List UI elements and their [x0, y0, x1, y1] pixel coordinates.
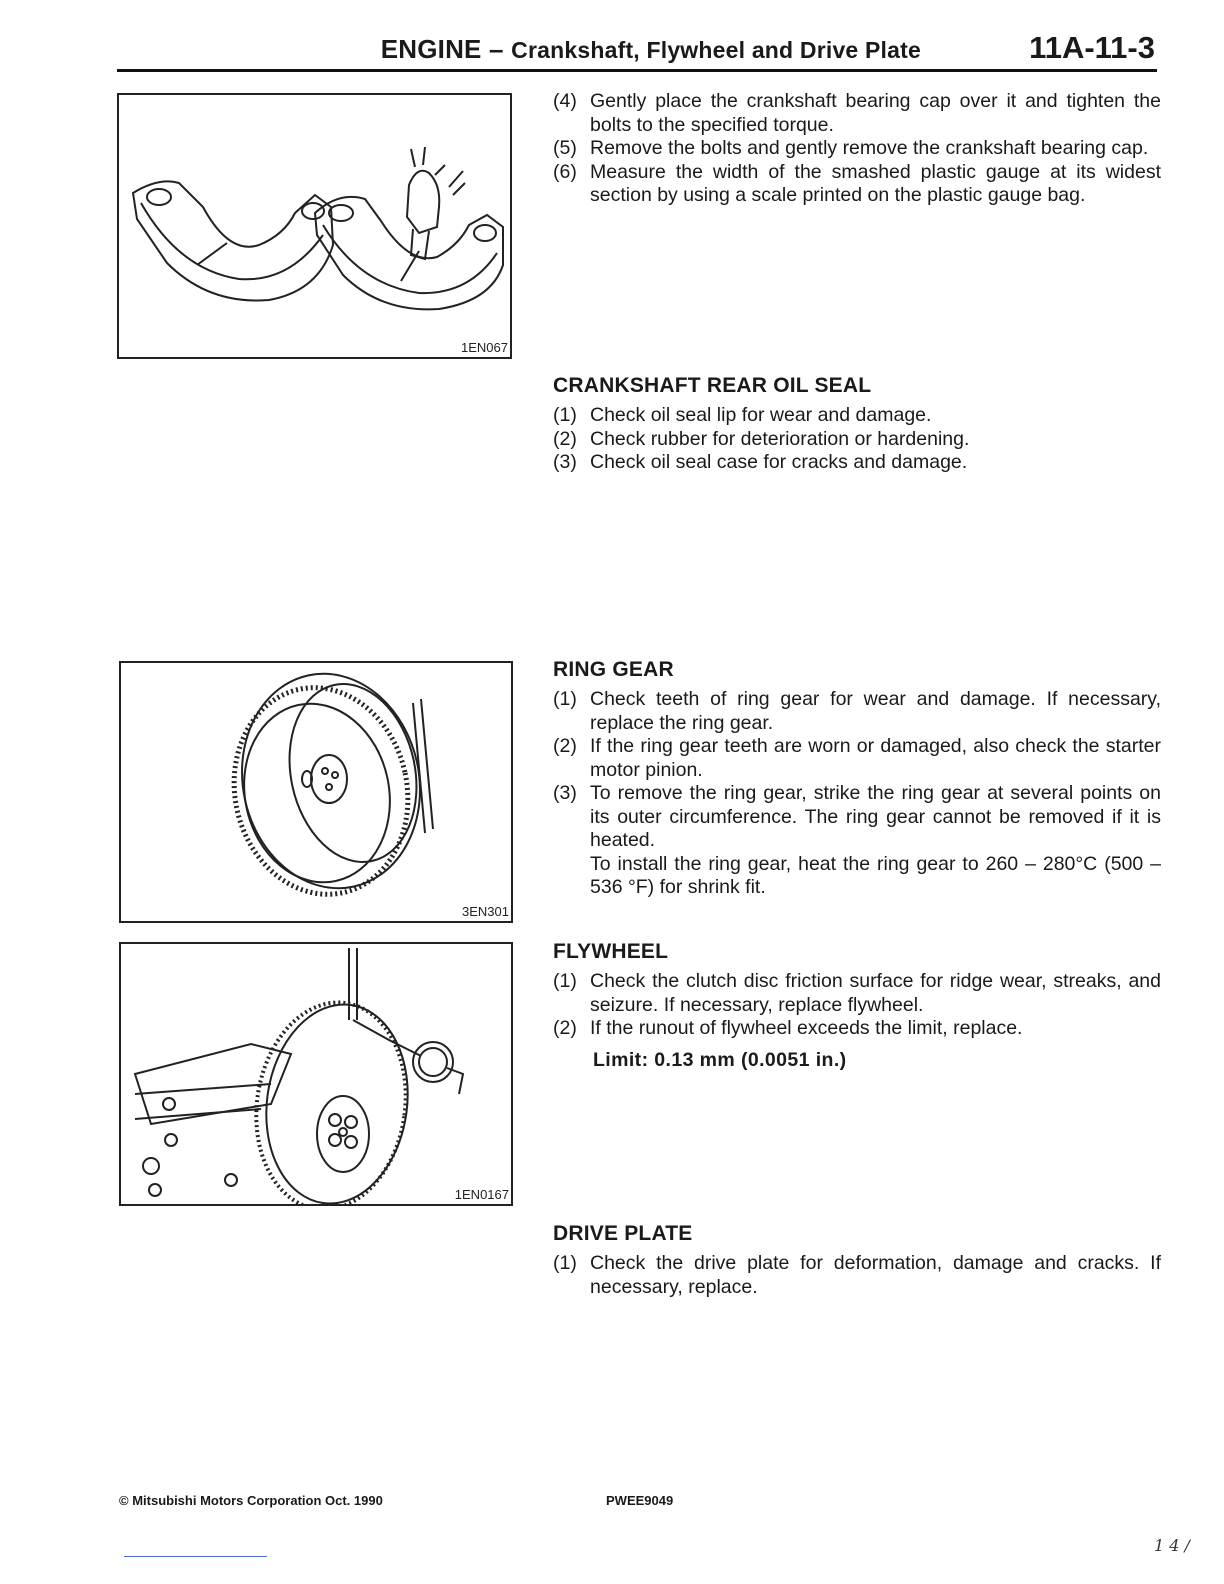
- list-item: (1) Check teeth of ring gear for wear and damage. If necessary, replace the ring gear.: [553, 688, 1161, 734]
- header-section: ENGINE: [380, 34, 482, 64]
- figure-flywheel-runout: [119, 942, 513, 1206]
- list-item: (2) If the ring gear teeth are worn or damaged, also check the starter motor pinion.: [553, 735, 1161, 781]
- section-heading: DRIVE PLATE: [553, 1222, 693, 1245]
- list-item: (5) Remove the bolts and gently remove the crankshaft bearing cap.: [553, 137, 1149, 159]
- header-subtitle: Crankshaft, Flywheel and Drive Plate: [511, 37, 921, 63]
- section-ring-gear: [553, 658, 1161, 900]
- handwritten-mark: 1 4 /: [1154, 1536, 1190, 1555]
- section-rear-oil-seal: [553, 374, 1161, 475]
- section-flywheel: [553, 940, 1161, 1072]
- figure-code-bearing: 1EN067: [461, 340, 508, 355]
- footer-copyright: © Mitsubishi Motors Corporation Oct. 1990: [119, 1493, 383, 1508]
- runout-limit: Limit: 0.13 mm (0.0051 in.): [593, 1048, 847, 1071]
- header-title: [381, 34, 921, 65]
- list-item: (1) Check the drive plate for deformation, damage and cracks. If necessary, replace.: [553, 1252, 1161, 1298]
- section-heading: CRANKSHAFT REAR OIL SEAL: [553, 374, 872, 397]
- figure-code-flywheel: 1EN0167: [454, 1187, 509, 1202]
- list-item: (3) To remove the ring gear, strike the ring gear at several points on its outer circumference. The ring gear cannot be removed if it is heated.: [553, 782, 1161, 851]
- bearing-cap-illustration: [119, 95, 510, 357]
- figure-code-ring-gear: 3EN301: [462, 904, 509, 919]
- list-item: (1) Check oil seal lip for wear and damage.: [553, 404, 932, 426]
- page-number: 11A-11-3: [1029, 30, 1155, 65]
- section-heading: RING GEAR: [553, 658, 674, 681]
- list-item: (2) Check rubber for deterioration or hardening.: [553, 427, 970, 450]
- figure-ring-gear: [119, 661, 513, 923]
- list-item: (3) Check oil seal case for cracks and damage.: [553, 451, 968, 473]
- figure-bearing-cap: [117, 93, 512, 359]
- bottom-rule: [124, 1556, 267, 1557]
- ring-gear-illustration: [121, 663, 511, 921]
- list-item: (6) Measure the width of the smashed plastic gauge at its widest section by using a scale printed on the plastic gauge bag.: [553, 160, 1161, 206]
- header-rule: [117, 69, 1157, 72]
- list-item: (1) Check the clutch disc friction surface for ridge wear, streaks, and seizure. If necessary, replace flywheel.: [553, 970, 1161, 1016]
- flywheel-runout-illustration: [121, 944, 511, 1204]
- header-dash: –: [489, 34, 504, 64]
- section-heading: FLYWHEEL: [553, 940, 669, 963]
- footer-doc-code: PWEE9049: [606, 1493, 674, 1508]
- page-header: [117, 30, 1157, 72]
- install-note: To install the ring gear, heat the ring gear to 260 – 280°C (500 – 536 °F) for shrink fit.: [590, 852, 1161, 898]
- section-drive-plate: [553, 1222, 1161, 1299]
- list-item: (2) If the runout of flywheel exceeds the limit, replace.: [553, 1017, 1023, 1039]
- intro-steps: [553, 90, 1161, 208]
- list-item: (4) Gently place the crankshaft bearing cap over it and tighten the bolts to the specified torque.: [553, 90, 1161, 136]
